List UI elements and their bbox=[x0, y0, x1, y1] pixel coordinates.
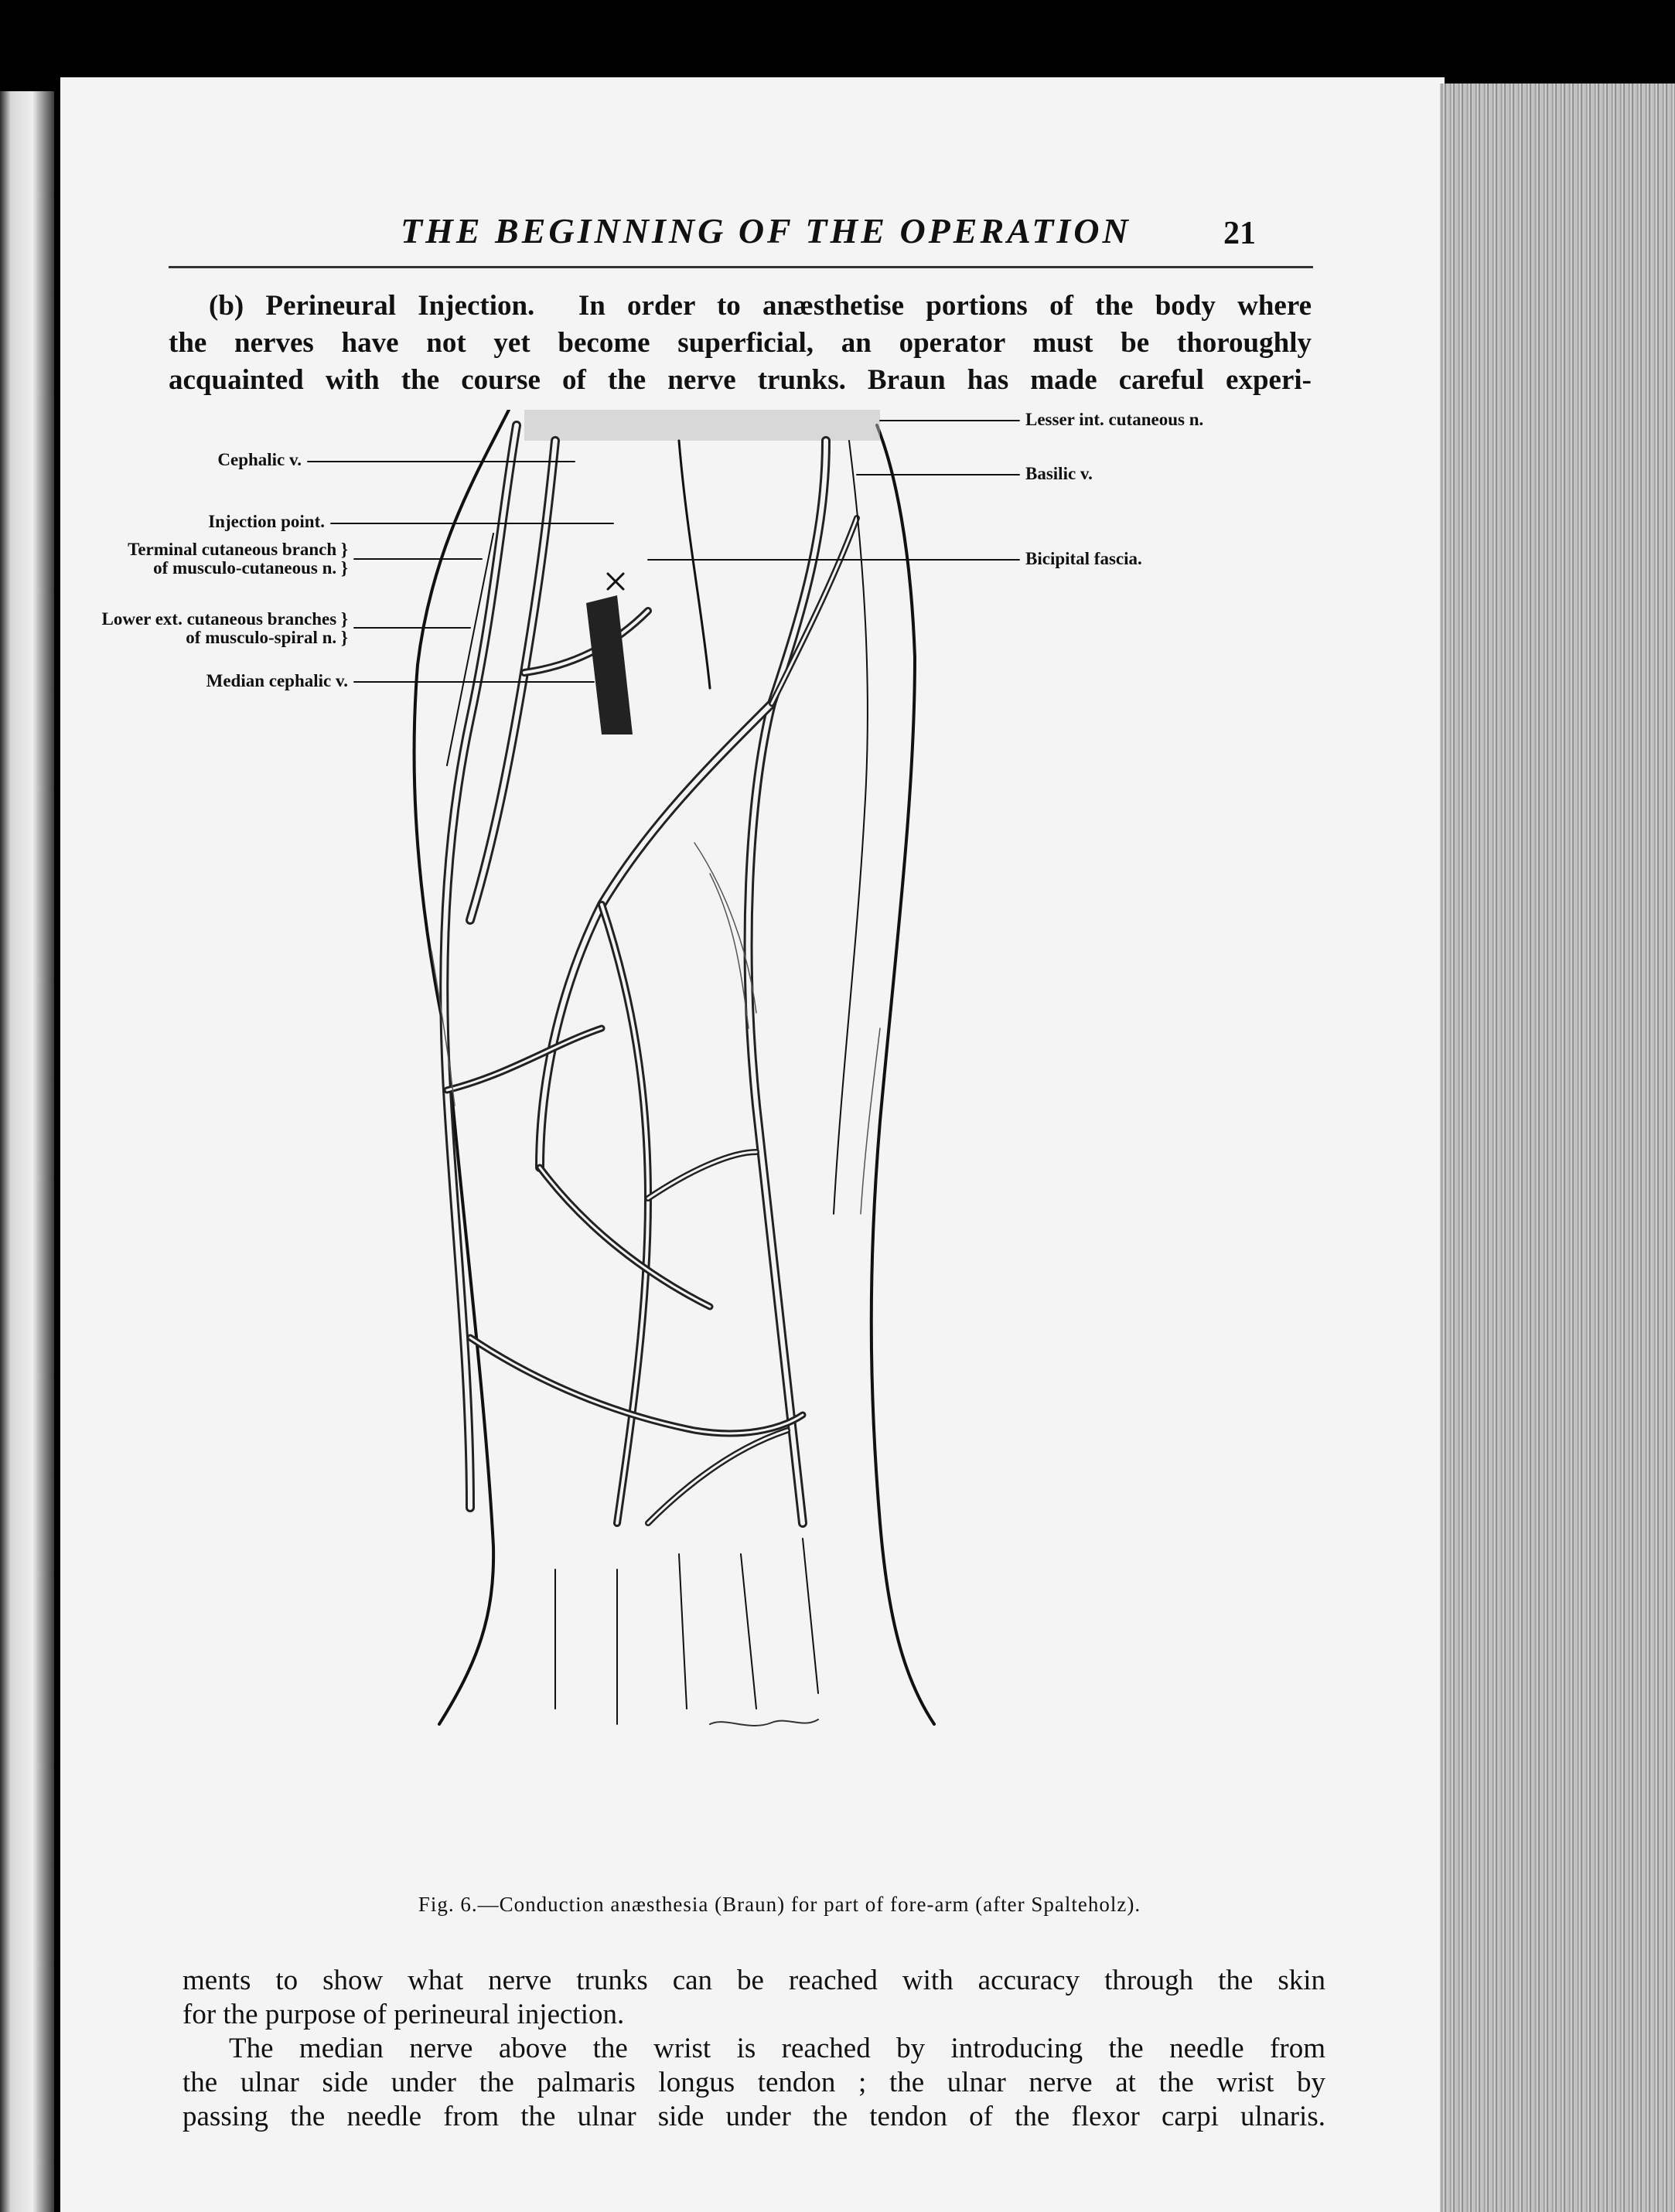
page-number: 21 bbox=[1223, 216, 1256, 251]
label-injection-point: Injection point. bbox=[208, 512, 325, 531]
running-title: THE BEGINNING OF THE OPERATION bbox=[401, 211, 1131, 251]
book-page-edges bbox=[1440, 84, 1675, 2212]
body-line-4: the ulnar side under the palmaris longus tendon ; the ulnar nerve at the wrist by bbox=[183, 2067, 1325, 2098]
intro-line-2: the nerves have not yet become superficial, an operator must be thoroughly bbox=[169, 327, 1312, 359]
header-rule bbox=[169, 266, 1313, 268]
intro-line-1-text: In order to anæsthetise portions of the body where bbox=[578, 290, 1312, 322]
running-head bbox=[60, 210, 1445, 257]
label-median-cephalic: Median cephalic v. bbox=[206, 671, 348, 690]
label-terminal-branch-line2: of musculo-cutaneous n. } bbox=[153, 558, 348, 578]
facing-page-edge bbox=[0, 91, 54, 2212]
body-line-1: ments to show what nerve trunks can be reached with accuracy through the skin bbox=[183, 1965, 1325, 1996]
label-basilic-vein: Basilic v. bbox=[1025, 464, 1093, 483]
body-line-2: for the purpose of perineural injection. bbox=[183, 1999, 625, 2030]
body-line-3: The median nerve above the wrist is reached by introducing the needle from bbox=[229, 2033, 1325, 2064]
book-page bbox=[60, 77, 1445, 2212]
intro-line-3: acquainted with the course of the nerve trunks. Braun has made careful experi- bbox=[169, 364, 1312, 396]
label-lower-ext-line1: Lower ext. cutaneous branches } bbox=[101, 609, 348, 629]
label-terminal-branch-line1: Terminal cutaneous branch } bbox=[128, 540, 348, 559]
section-heading: (b) Perineural Injection. bbox=[209, 290, 535, 322]
forearm-illustration bbox=[215, 410, 1298, 1956]
forearm-figure bbox=[101, 410, 1298, 1956]
body-paragraphs bbox=[183, 1964, 1325, 2134]
body-line-5: passing the needle from the ulnar side under the tendon of the flexor carpi ulnaris. bbox=[183, 2101, 1325, 2132]
figure-caption: Fig. 6.—Conduction anæsthesia (Braun) for part of fore-arm (after Spalteholz). bbox=[418, 1893, 1141, 1916]
label-bicipital-fascia: Bicipital fascia. bbox=[1025, 549, 1142, 568]
intro-line-1 bbox=[209, 288, 1312, 325]
label-lesser-int-cutaneous: Lesser int. cutaneous n. bbox=[1025, 410, 1204, 429]
label-cephalic-vein: Cephalic v. bbox=[217, 450, 302, 469]
label-lower-ext-line2: of musculo-spiral n. } bbox=[186, 628, 348, 647]
